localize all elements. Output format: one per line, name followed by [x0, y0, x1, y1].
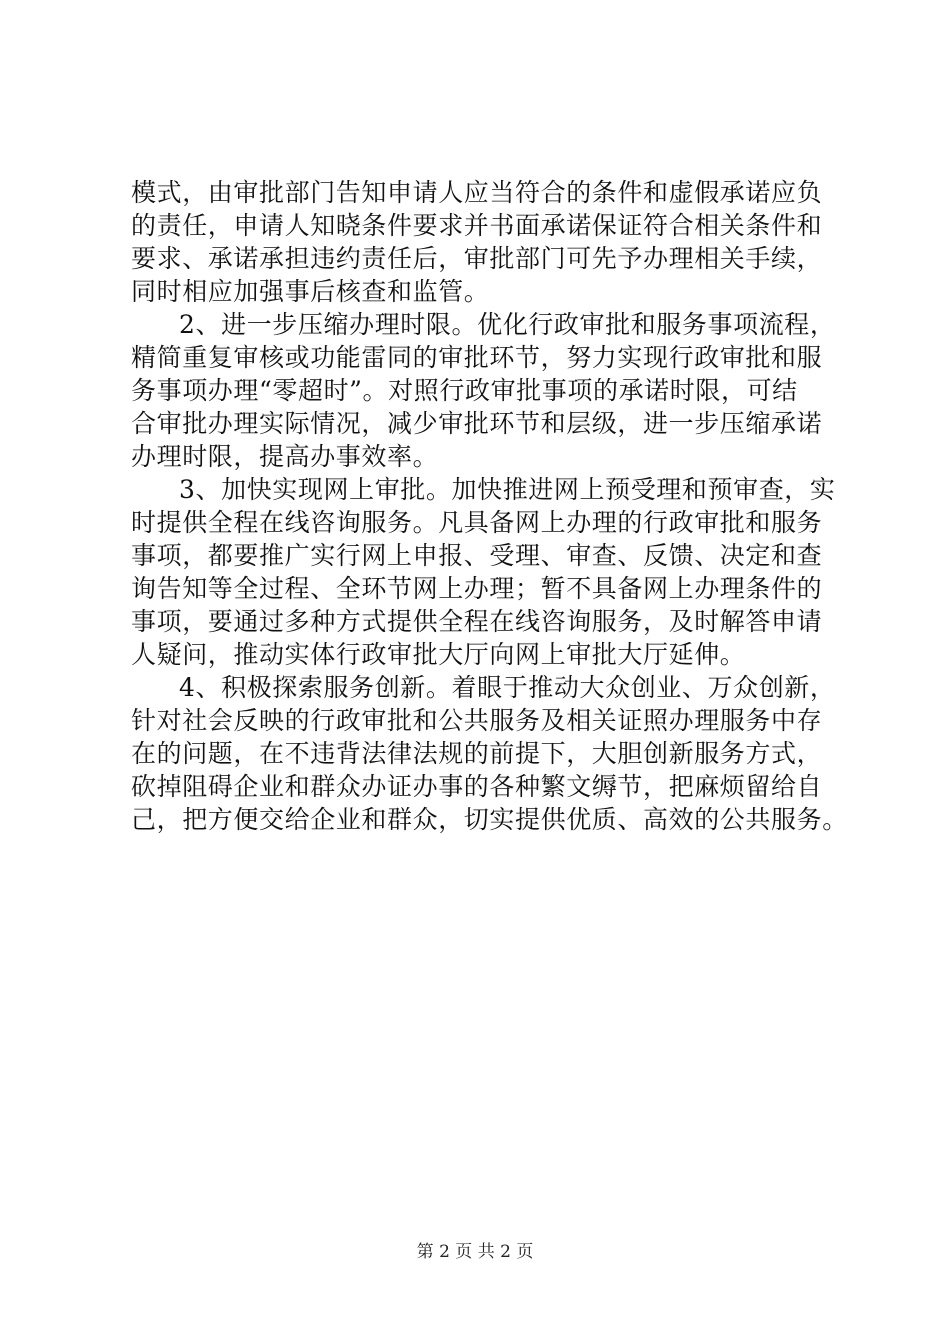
text-line: 办理时限，提高办事效率。 — [131, 442, 439, 471]
paragraph-2-first-line: 2、进一步压缩办理时限。优化行政审批和服务事项流程， — [179, 310, 836, 339]
document-body — [131, 176, 861, 836]
paragraph-4-first-line: 4、积极探索服务创新。着眼于推动大众创业、万众创新， — [179, 673, 836, 702]
paragraph-3-first-line: 3、加快实现网上审批。加快推进网上预受理和预审查，实 — [179, 475, 836, 504]
text-line: 在的问题，在不违背法律法规的前提下，大胆创新服务方式， — [131, 739, 823, 768]
text-line: 模式，由审批部门告知申请人应当符合的条件和虚假承诺应负 — [131, 178, 823, 207]
text-line: 事项，要通过多种方式提供全程在线咨询服务，及时解答申请 — [131, 607, 823, 636]
text-line: 询告知等全过程、全环节网上办理；暂不具备网上办理条件的 — [131, 574, 823, 603]
text-line: 要求、承诺承担违约责任后，审批部门可先予办理相关手续， — [131, 244, 823, 273]
text-line: 精简重复审核或功能雷同的审批环节，努力实现行政审批和服 — [131, 343, 823, 372]
text-line: 砍掉阻碍企业和群众办证办事的各种繁文缛节，把麻烦留给自 — [131, 772, 823, 801]
text-line: 务事项办理“零超时”。对照行政审批事项的承诺时限，可结 — [131, 376, 798, 405]
text-line: 针对社会反映的行政审批和公共服务及相关证照办理服务中存 — [131, 706, 823, 735]
text-line: 的责任，申请人知晓条件要求并书面承诺保证符合相关条件和 — [131, 211, 823, 240]
text-line: 时提供全程在线咨询服务。凡具备网上办理的行政审批和服务 — [131, 508, 823, 537]
text-line: 合审批办理实际情况，减少审批环节和层级，进一步压缩承诺 — [131, 409, 823, 438]
text-line: 事项，都要推广实行网上申报、受理、审查、反馈、决定和查 — [131, 541, 823, 570]
text-line: 己，把方便交给企业和群众，切实提供优质、高效的公共服务。 — [131, 805, 848, 834]
page-number-footer: 第 2 页 共 2 页 — [416, 1242, 534, 1262]
text-line: 人疑问，推动实体行政审批大厅向网上审批大厅延伸。 — [131, 640, 746, 669]
text-line: 同时相应加强事后核查和监管。 — [131, 277, 490, 306]
